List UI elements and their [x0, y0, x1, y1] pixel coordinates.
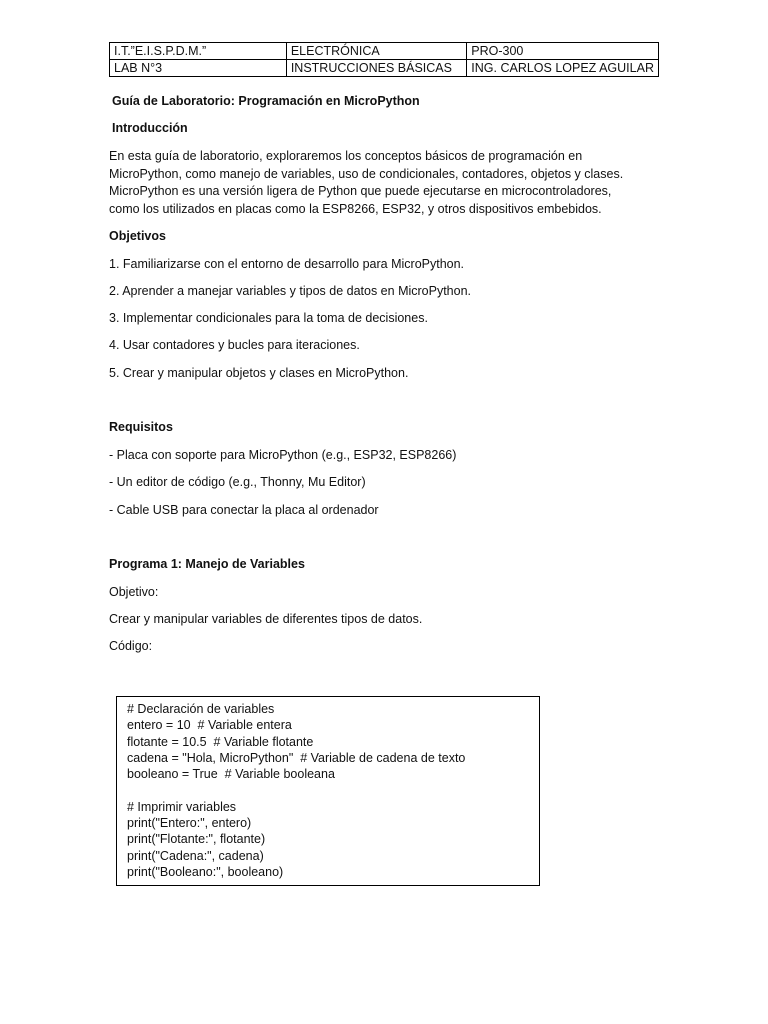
intro-line: MicroPython es una versión ligera de Python que puede ejecutarse en microcontroladores, — [109, 184, 612, 198]
code-line: booleano = True # Variable booleana — [127, 767, 335, 782]
header-code: PRO-300 — [467, 43, 659, 60]
program1-objective-text: Crear y manipular variables de diferentes tipos de datos. — [109, 612, 423, 626]
header-row-1 — [110, 43, 659, 60]
program1-code-label: Código: — [109, 639, 153, 653]
intro-line: MicroPython, como manejo de variables, uso de condicionales, contadores, objetos y clases. — [109, 166, 624, 181]
intro-line: En esta guía de laboratorio, exploraremos los conceptos básicos de programación en — [109, 149, 583, 163]
code-line: entero = 10 # Variable entera — [127, 718, 292, 733]
intro-line: como los utilizados en placas como la ESP8266, ESP32, y otros dispositivos embebidos. — [109, 201, 602, 216]
objective-item: 2. Aprender a manejar variables y tipos de datos en MicroPython. — [109, 284, 472, 298]
header-lab-number: LAB N°3 — [110, 60, 287, 77]
objectives-heading: Objetivos — [109, 229, 166, 243]
requirement-item: - Cable USB para conectar la placa al ordenador — [109, 503, 379, 517]
objective-item: 4. Usar contadores y bucles para iteraciones. — [109, 338, 360, 352]
requirement-item: - Un editor de código (e.g., Thonny, Mu Editor) — [109, 475, 366, 489]
objective-item: 5. Crear y manipular objetos y clases en MicroPython. — [109, 366, 409, 380]
code-line — [127, 782, 529, 798]
header-instructor: ING. CARLOS LOPEZ AGUILAR — [467, 60, 659, 77]
code-line: print("Flotante:", flotante) — [127, 832, 266, 847]
intro-paragraph — [109, 148, 669, 218]
header-table — [109, 42, 659, 77]
intro-heading: Introducción — [112, 121, 188, 135]
requirements-heading: Requisitos — [109, 420, 173, 434]
code-block — [116, 696, 540, 886]
code-line: # Imprimir variables — [127, 799, 237, 814]
header-lab-topic: INSTRUCCIONES BÁSICAS — [286, 60, 466, 77]
header-institution: I.T.”E.I.S.P.D.M.” — [110, 43, 287, 60]
objective-item: 3. Implementar condicionales para la toma de decisiones. — [109, 311, 428, 325]
requirement-item: - Placa con soporte para MicroPython (e.g., ESP32, ESP8266) — [109, 448, 457, 462]
code-line: print("Booleano:", booleano) — [127, 864, 284, 879]
header-row-2 — [110, 60, 659, 77]
header-area: ELECTRÓNICA — [286, 43, 466, 60]
program1-heading: Programa 1: Manejo de Variables — [109, 557, 305, 571]
objective-item: 1. Familiarizarse con el entorno de desarrollo para MicroPython. — [109, 257, 465, 271]
code-line: print("Cadena:", cadena) — [127, 848, 264, 863]
code-line: cadena = "Hola, MicroPython" # Variable de cadena de texto — [127, 750, 466, 765]
document-title: Guía de Laboratorio: Programación en MicroPython — [112, 94, 420, 108]
code-line: # Declaración de variables — [127, 702, 275, 716]
code-line: print("Entero:", entero) — [127, 816, 252, 831]
code-line: flotante = 10.5 # Variable flotante — [127, 734, 314, 749]
program1-objective-label: Objetivo: — [109, 585, 159, 599]
